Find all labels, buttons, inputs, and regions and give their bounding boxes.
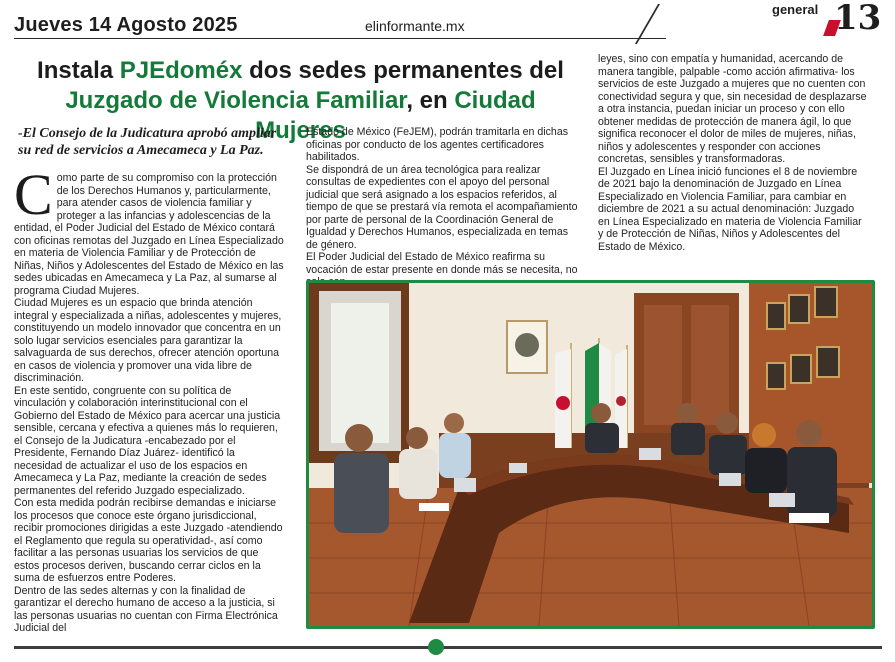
article-column-3: [598, 53, 868, 253]
paragraph: Estado de México (FeJEM), podrán tramitarla en dichas oficinas por conducto de los agentes certificadores habilitados.: [306, 126, 569, 163]
headline-part1: Instala: [37, 57, 120, 84]
headline-part6: Ciudad Mujeres: [255, 87, 536, 144]
headline-part5: , en: [406, 87, 455, 114]
drop-cap: C: [14, 162, 53, 227]
meeting-photo: [306, 280, 875, 629]
paragraph: leyes, sino con empatía y humanidad, acercando de manera tangible, palpable -como acción afirmativa- los servicios de este Juzgado a mujeres que no cuenten con conectividad segura y que, sin necesidad de desplazarse a otra instancia, puedan iniciar un proceso y con ello obtener medidas de protección de manera ágil, lo que significa reconocer el dolor de miles de mujeres, niñas, niños y adolescentes y responder con acciones concretas, sensibles y transformadoras.: [598, 53, 867, 165]
kicker-subhead: -El Consejo de la Judicatura aprobó ampliar su red de servicios a Amecameca y La Paz.: [18, 126, 277, 158]
headline-part3: dos sedes permanentes del: [242, 57, 564, 84]
article-column-2: [306, 126, 578, 289]
paragraph: Dentro de las sedes alternas y con la finalidad de garantizar el derecho humano de acceso a la justicia, si las personas usuarias no cuentan con Firma Electrónica Judicial del: [14, 584, 278, 634]
paragraph: Se dispondrá de un área tecnológica para realizar consultas de expedientes con el apoyo del personal judicial que será asignado a los espacios referidos, al tiempo de que se prestará vía remota el acompañamiento por parte de personal de la Coordinación General de Igualdad y Derechos Humanos, especializada en temas de género.: [306, 163, 578, 251]
meeting-photo-illustration: [309, 283, 872, 626]
issue-date: Jueves 14 Agosto 2025: [14, 14, 238, 36]
paragraph: Ciudad Mujeres es un espacio que brinda atención integral y especializada a niñas, adolescentes y mujeres, constituyendo un modelo innovador que concentra en un solo lugar servicios esenciales para garantizar la salvaguarda de sus derechos, ofrecer atención oportuna en casos de violencia y promover una vida libre de discriminación.: [14, 297, 282, 384]
section-label: general: [772, 2, 819, 17]
header-rule: [14, 38, 666, 39]
footer-rule: [14, 646, 882, 649]
paragraph: El Juzgado en Línea inició funciones el 8 de noviembre de 2021 bajo la denominación de Juzgado en Línea Especializado en Violencia Familiar, para cambiar en diciembre de 2021 a su actual denominación: Juzgado en Línea Especializado en materia de Violencia Familiar y de Protección de Niñas, Niños y Adolescentes del Estado de México.: [598, 165, 862, 253]
paragraph: El Poder Judicial del Estado de México reafirma su vocación de estar presente en donde más se necesita, no: [306, 251, 578, 276]
headline-part4: Juzgado de Violencia Familiar: [65, 87, 407, 114]
paragraph-text: omo parte de su compromiso con la protección de los Derechos Humanos y, particularmente, para atender casos de violencia familiar y proteger a las infancias y adolescencias de la entidad, el Poder Judicial del Estado de México contará con oficinas remotas del Juzgado en Línea Especializado en materia de Violencia Familiar y de Protección de Niñas, Niños y Adolescentes del Estado de México en las sedes ubicadas en Amecameca y La Paz, al sumarse al programa Ciudad Mujeres.: [14, 172, 284, 297]
paragraph: [14, 162, 284, 297]
headline-part2: PJEdoméx: [119, 57, 243, 84]
paragraph: En este sentido, congruente con su política de vinculación y colaboración interinstitucional con el Gobierno del Estado de México para acercar una justicia sensible, cercana y efectiva a quienes más lo requieren, el Consejo de la Judicatura -encabezado por el Presidente, Fernando Díaz Juárez- identificó la necesidad de actualizar el uso de los espacios en Amecameca y La Paz, mediante la creación de sedes permanentes del referido Juzgado especializado.: [14, 384, 281, 497]
article-column-1: [14, 162, 284, 635]
paragraph: Con esta medida podrán recibirse demandas e iniciarse los procesos que conoce este órgano jurisdiccional, recibir promociones dirigidas a este Juzgado -atendiendo el Reglamento que regula su operatividad-, así como facilitar a las personas usuarias los servicios de que estos procesos deriven, buscando cerrar ciclos en la suma de esfuerzos entre Poderes.: [14, 497, 283, 584]
site-url[interactable]: elinformante.mx: [365, 18, 465, 34]
page-number-badge: [826, 0, 882, 38]
page-number: 13: [834, 0, 882, 38]
footer-dot: [428, 639, 444, 655]
